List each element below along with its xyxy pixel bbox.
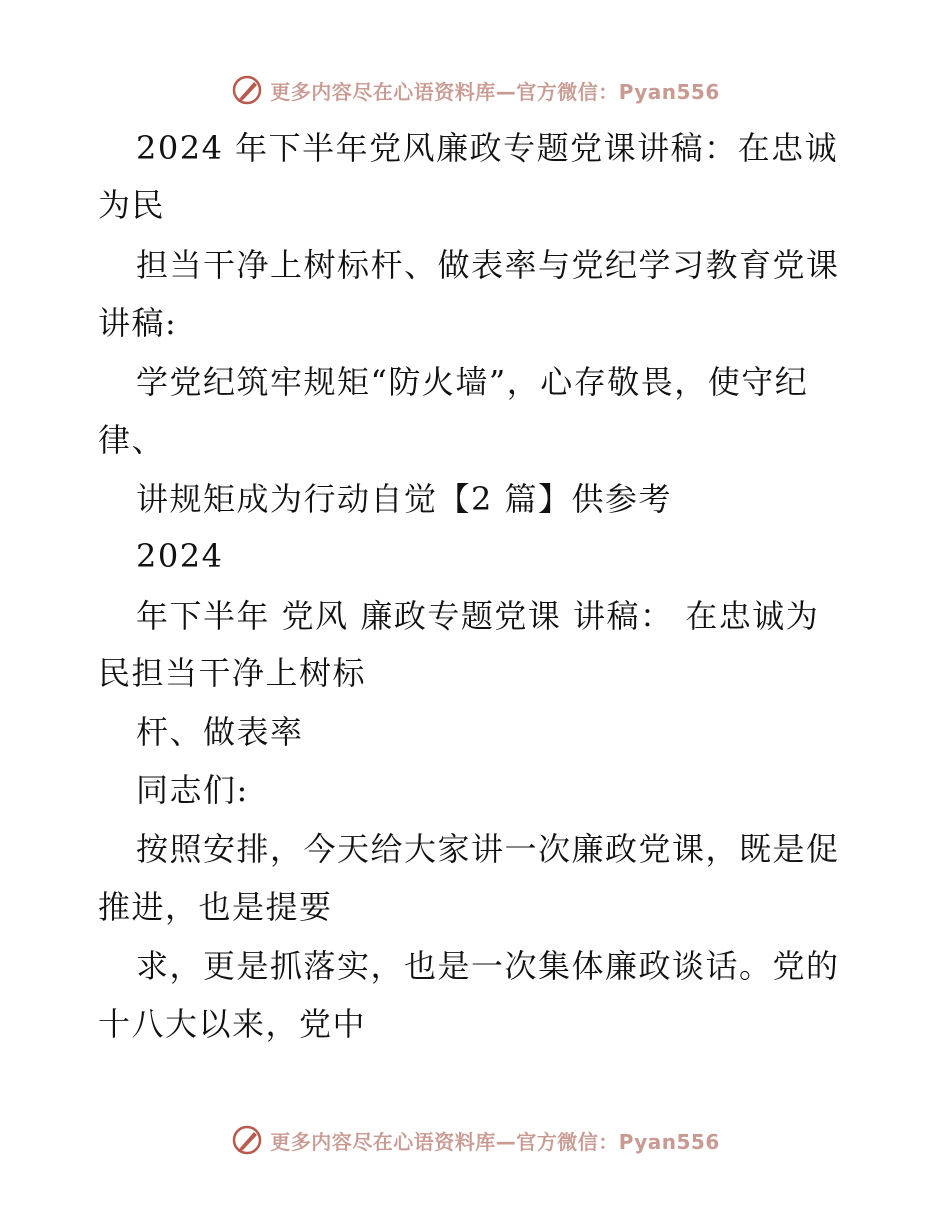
text-line: 十八大以来，党中	[98, 1005, 367, 1043]
text-line: 求，更是抓落实，也是一次集体廉政谈话。党的	[136, 947, 840, 985]
pen-logo-icon	[230, 73, 264, 107]
pen-logo-icon	[230, 1123, 264, 1157]
text-line: 按照安排，今天给大家讲一次廉政党课，既是促	[136, 830, 840, 868]
watermark-text: 更多内容尽在心语资料库—官方微信：Pyan556	[270, 1129, 720, 1154]
text-line: 担当干净上树标杆、做表率与党纪学习教育党课	[136, 246, 840, 284]
text-line: 杆、做表率	[136, 713, 304, 751]
text-line: 讲规矩成为行动自觉【2 篇】供参考	[136, 480, 673, 518]
text-line: 律、	[98, 421, 166, 459]
text-line: 民担当干净上树标	[98, 654, 367, 692]
watermark-text: 更多内容尽在心语资料库—官方微信：Pyan556	[270, 79, 720, 104]
text-line: 讲稿:	[98, 304, 178, 342]
text-line: 学党纪筑牢规矩“防火墙”，心存敬畏，使守纪	[136, 363, 809, 401]
text-line: 同志们:	[136, 771, 249, 809]
text-line: 为民	[98, 186, 166, 224]
text-line: 推进，也是提要	[98, 888, 333, 926]
text-line: 2024 年下半年党风廉政专题党课讲稿：在忠诚	[136, 129, 839, 167]
footer-watermark	[0, 1118, 950, 1162]
header-watermark	[0, 68, 950, 112]
text-line: 年下半年 党风 廉政专题党课 讲稿： 在忠诚为	[136, 597, 820, 635]
text-line: 2024	[136, 537, 224, 575]
